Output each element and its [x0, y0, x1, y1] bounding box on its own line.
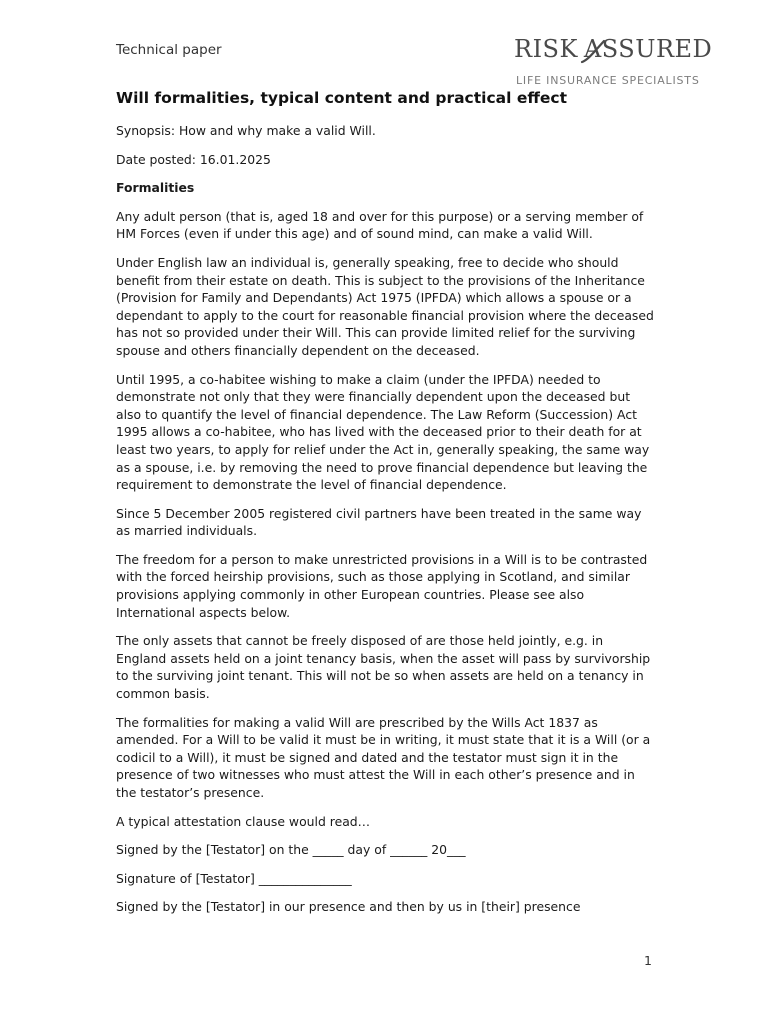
header-label: Technical paper [116, 42, 222, 58]
paragraph: The freedom for a person to make unrestricted provisions in a Will is to be contrasted with the forced heirship provisions, such as those applying in Scotland, and similar provisions applying commonly in other European countries. Please see also International aspects below. [116, 551, 648, 620]
section-heading: Formalities [116, 180, 195, 196]
attestation-line-witnesses: Signed by the [Testator] in our presence and then by us in [their] presence [116, 899, 581, 915]
attestation-line-date: Signed by the [Testator] on the _____ day of ______ 20___ [116, 842, 466, 858]
page-number: 1 [644, 953, 652, 968]
logo-tagline: LIFE INSURANCE SPECIALISTS [516, 74, 700, 87]
synopsis: Synopsis: How and why make a valid Will. [116, 123, 376, 138]
date-posted: Date posted: 16.01.2025 [116, 151, 271, 167]
logo-word-risk: RISK [514, 35, 578, 63]
company-logo [514, 34, 713, 94]
logo-wordmark [514, 34, 712, 64]
logo-word-assured: ASSURED [583, 35, 713, 63]
paragraph: Until 1995, a co-habitee wishing to make a claim (under the IPFDA) needed to demonstrate not only that they were financially dependent upon the deceased but also to quantify the level of financial dependence. The Law Reform (Succession) Act 1995 allows a co-habitee, who has lived with the deceased prior to their death for at least two years, to apply for relief under the Act in, generally speaking, the same way as a spouse, i.e. by removing the need to prove financial dependence but leaving the requirement to demonstrate the level of financial dependence. [116, 371, 650, 493]
attestation-intro: A typical attestation clause would read… [116, 813, 371, 829]
paragraph: The formalities for making a valid Will are prescribed by the Wills Act 1837 as amended. For a Will to be valid it must be in writing, it must state that it is a Will (or a codicil to a Will), it must be signed and dated and the testator must sign it in the presence of two witnesses who must attest the Will in each other’s presence and in the testator’s presence. [116, 714, 651, 800]
paragraph: The only assets that cannot be freely disposed of are those held jointly, e.g. in England assets held on a joint tenancy basis, when the asset will pass by survivorship to the surviving joint tenant. This will not be so when assets are held on a tenancy in common basis. [116, 633, 651, 702]
paragraph: Under English law an individual is, generally speaking, free to decide who should benefit from their estate on death. This is subject to the provisions of the Inheritance (Provision for Family and Dependants) Act 1975 (IPFDA) which allows a spouse or a dependant to apply to the court for reasonable financial provision where the deceased has not so provided under their Will. This can provide limited relief for the surviving spouse and others financially dependent on the deceased. [116, 254, 654, 358]
paragraph: Since 5 December 2005 registered civil partners have been treated in the same way as married individuals. [116, 505, 642, 539]
document-body [116, 122, 656, 927]
logo-swoosh-icon [578, 38, 608, 66]
paragraph: Any adult person (that is, aged 18 and over for this purpose) or a serving member of HM Forces (even if under this age) and of sound mind, can make a valid Will. [116, 208, 644, 242]
attestation-line-signature: Signature of [Testator] _______________ [116, 870, 352, 886]
document-title: Will formalities, typical content and practical effect [116, 89, 567, 107]
